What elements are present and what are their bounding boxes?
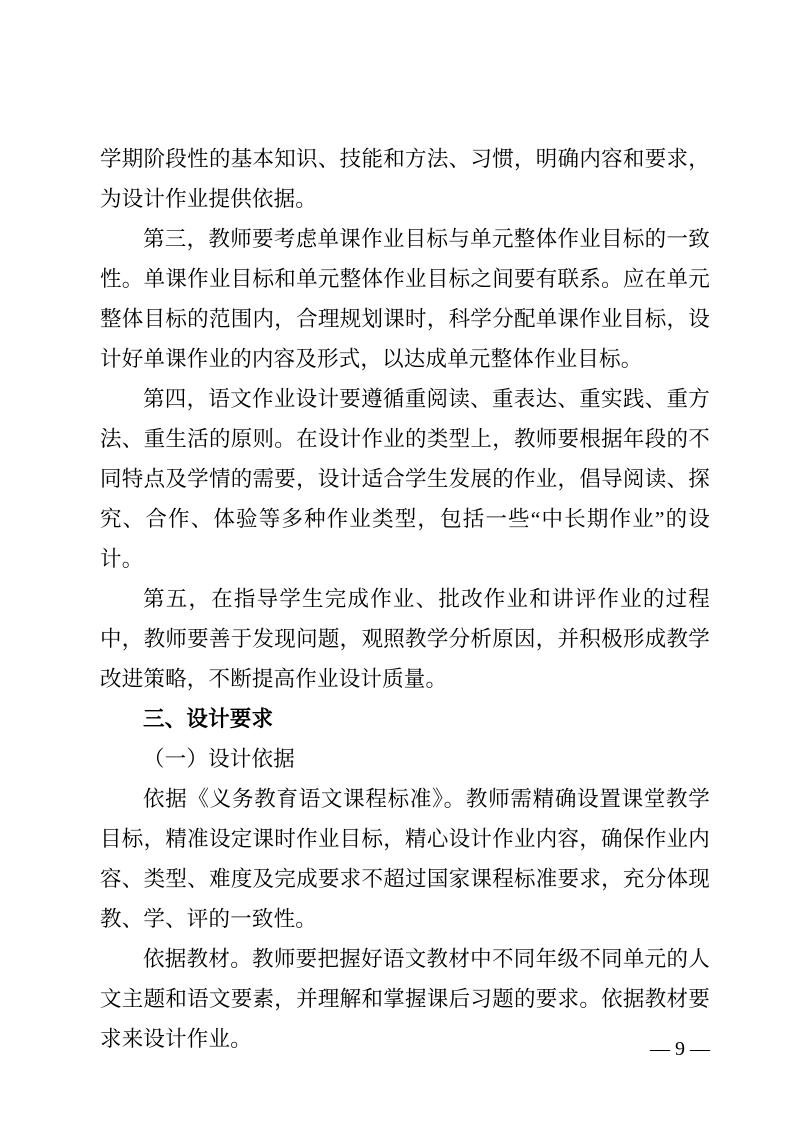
page-number: — 9 — [650,1038,710,1060]
subsection-heading: （一）设计依据 [143,747,295,771]
page-content [100,139,710,1059]
paragraph-continuation: 学期阶段性的基本知识、技能和方法、习惯，明确内容和要求，为设计作业提供依据。 [100,147,710,211]
section-heading: 三、设计要求 [143,707,274,731]
paragraph: 第五，在指导学生完成作业、批改作业和讲评作业的过程中，教师要善于发现问题，观照教学分析原因，并积极形成教学改进策略，不断提高作业设计质量。 [100,587,710,691]
paragraph: 依据教材。教师要把握好语文教材中不同年级不同单元的人文主题和语文要素，并理解和掌握课后习题的要求。依据教材要求来设计作业。 [100,947,710,1051]
paragraph: 第三，教师要考虑单课作业目标与单元整体作业目标的一致性。单课作业目标和单元整体作业目标之间要有联系。应在单元整体目标的范围内，合理规划课时，科学分配单课作业目标，设计好单课作业的内容及形式，以达成单元整体作业目标。 [100,227,710,371]
paragraph: 依据《义务教育语文课程标准》。教师需精确设置课堂教学目标，精准设定课时作业目标，精心设计作业内容，确保作业内容、类型、难度及完成要求不超过国家课程标准要求，充分体现教、学、评的一致性。 [100,787,710,931]
paragraph: 第四，语文作业设计要遵循重阅读、重表达、重实践、重方法、重生活的原则。在设计作业的类型上，教师要根据年段的不同特点及学情的需要，设计适合学生发展的作业，倡导阅读、探究、合作、体验等多种作业类型，包括一些“中长期作业”的设计。 [100,387,710,571]
